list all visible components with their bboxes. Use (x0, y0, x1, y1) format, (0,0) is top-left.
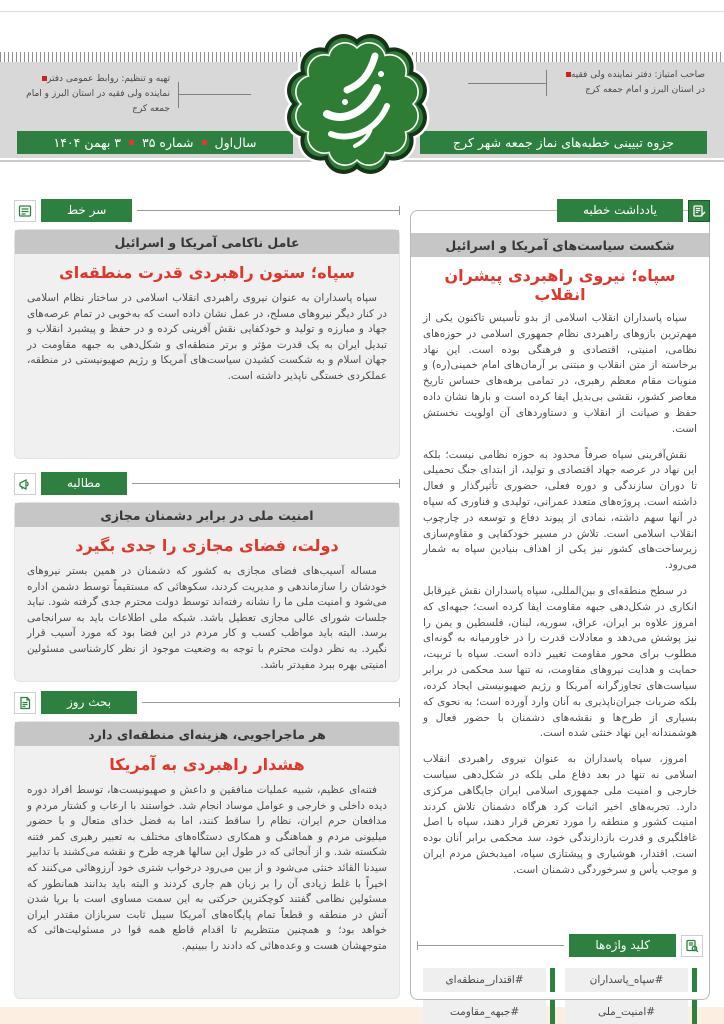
producer-block (18, 72, 258, 117)
producer-text (18, 72, 170, 117)
section-body: مساله آسیب‌های فضای مجازی به کشور که دشمنان در همین بستر نیروهای خودشان را سازماندهی و مدیریت کردند، سکوهائی که مستقیماً توسط دشمن اداره می‌شود و امنیت ملی ما را نشانه رفته‌اند توسط دولت محترم جدی گرفته شود. نباید جلسات شورای عالی مجازی تعطیل باشد. شبکه ملی اطلاعات باید به سرانجامی برسد. البته باید مواظب کسب و کار مردم در این فضا بود که مورد آسیب قرار نگیرد. به نظر دولت محترم با توجه به وضعیت موجود از نظر کارشناسی مسئولین امنیتی بهره ببرد مفیدتر باشد. (27, 565, 387, 671)
section-headline-label-row (14, 198, 400, 223)
red-bullet-icon (129, 140, 134, 145)
issue-date: ۳ بهمن ۱۴۰۴ (53, 135, 122, 150)
publisher-text (555, 68, 705, 98)
note-paragraph: امروز، سپاه پاسداران به عنوان نیروی راهبردی انقلاب اسلامی نه تنها در بعد دفاع ملی بلکه در شکل‌دهی سیاست خارجی و امنیت ملی جمهوری اسلامی ایران جایگاهی مرکزی دارد. تجربه‌های اخیر اثبات کرد هرگاه دشمنان تلاش کردند امنیت کشور و منطقه را مورد تعرض قرار دهند، سپاه با اصل غافلگیری و قدرت بازدارندگی خود، سد محکمی برابر آنان بوده است. اقتدار، هوشیاری و پیشتازی سپاه، امیدبخش مردم ایران و موجب یأس و سرخوردگی دشمنان است. (423, 753, 697, 876)
section-label: یادداشت خطبه (557, 199, 683, 222)
note-pen-icon (688, 200, 710, 222)
section-label: سر خط (41, 199, 132, 222)
tag-accent-bar (692, 968, 697, 992)
red-bullet-icon (202, 140, 207, 145)
left-column (14, 198, 400, 999)
note-paragraphs (411, 311, 709, 929)
publisher-label: صاحب امتیاز: دفتر نماینده ولی فقیه در استان البرز و امام جمعه کرج (570, 70, 705, 95)
note-paragraph: نقش‌آفرینی سپاه صرفاً محدود به حوزه نظامی نیست؛ بلکه این نهاد در عرصه جهاد اقتصادی و تولید، از ابتدای جنگ تحمیلی تا دوران سازندگی و دوره فعلی، حضوری تأثیرگذار و فعال داشته است. پروژه‌های متعدد عمرانی، تولیدی و فناوری که سپاه در آنها سهم داشته، نمادی از پیوند دفاع و توسعه در چارچوب انقلاب اسلامی است. تلاش در مسیر خودکفایی و مقاوم‌سازی زیرساخت‌های کشور نیز یکی از اهداف بنیادین سپاه به شمار می‌رود. (423, 448, 697, 572)
keyword-tag (423, 968, 555, 992)
tag-accent-bar (550, 1000, 555, 1024)
label-rule (132, 483, 399, 484)
logo-medallion-icon (291, 18, 423, 196)
tag-label: #جبهه_مقاومت (423, 1000, 546, 1024)
tag-label: #امنیت_ملی (565, 1000, 688, 1024)
keywords-icon (681, 935, 703, 957)
tag-accent-bar (550, 968, 555, 992)
note-kicker: شکست سیاست‌های آمریکا و اسرائیل (411, 233, 709, 257)
keyword-tags (423, 968, 697, 1024)
bracket-tick (546, 70, 547, 96)
section-title: سپاه؛ ستون راهبردی قدرت منطقه‌ای (59, 263, 355, 282)
keyword-tag (565, 1000, 697, 1024)
section-body: سپاه پاسداران به عنوان نیروی راهبردی انقلاب اسلامی در ساختار نظام اسلامی در کنار دیگر نیروهای مسلح، در عمل نشان داده است که به‌خوبی در تمام عرصه‌های جهاد و مبارزه و تولید و خودکفایی نقش آفرینی کرده و در حفظ و پیشبرد انقلاب و تبدیل ایران به یک قدرت مؤثر و برتر منطقه‌ای و شکل‌دهی به جبهه مقاومت در جهان اسلام و به شکست کشیدن سیاست‌های آمریکا و رژیم صهیونیستی در منطقه، عملکردی خستگی ناپذیر داشته است. (27, 292, 387, 383)
section-headline-box (14, 229, 400, 459)
sermon-note-box (410, 210, 710, 1018)
tag-label: #سپاه_پاسداران (565, 968, 688, 992)
keyword-tag (423, 1000, 555, 1024)
section-label: بحث روز (41, 691, 137, 714)
section-kicker: امنیت ملی در برابر دشمنان مجازی (15, 503, 399, 527)
section-demand-label-row (14, 471, 400, 496)
edition-title-bar (420, 131, 707, 154)
keywords-label: کلید واژه‌ها (569, 934, 676, 957)
note-paragraph: سپاه پاسداران انقلاب اسلامی از بدو تأسیس تاکنون یکی از مهم‌ترین بازوهای راهبردی نظام جمهوری اسلامی در حوزه‌های نظامی، امنیتی، اقتصادی و فرهنگی بوده است. این نهاد برخاسته از متن انقلاب و مبتنی بر آرمان‌های امام خمینی(ره) و منویات مقام معظم رهبری، در تمامی برهه‌های حساس تاریخ معاصر کشور، نقشی بی‌بدیل ایفا کرده است و بارها نشان داده حفظ و صیانت از انقلاب و دستاوردهای آن اولویت نخستش است. (423, 312, 697, 435)
top-hairline (0, 11, 724, 12)
edition-title: جزوه تبیینی خطبه‌های نماز جمعه شهر کرج (453, 135, 674, 150)
year-label: سال‌اول (214, 135, 257, 150)
headline-icon (14, 200, 36, 222)
note-paragraph: در سطح منطقه‌ای و بین‌المللی، سپاه پاسداران نقش غیرقابل انکاری در شکل‌دهی جبهه مقاومت ایفا کرده است؛ جبهه‌ای که امروز علاوه بر ایران، عراق، سوریه، لبنان، فلسطین و یمن را نیز پوشش می‌دهد و معادلات قدرت را در خاورمیانه به گونه‌ای مطلوب برای محور مقاومت تغییر داده است. سپاه با تربیت، حمایت و هدایت نیروهای مقاومت، نه تنها سد محکمی در برابر سیاست‌های تجاوزگرانه آمریکا و رژیم صهیونیستی ایجاد کرده، بلکه ضربات جبران‌ناپذیری به آنان وارد آورده است؛ به نحوی که بسیاری از طرح‌ها و نقشه‌های دشمنان با حضور فعال و هوشمندانه این نهاد خنثی شده است. (423, 585, 697, 740)
label-rule-tick (399, 479, 400, 488)
section-kicker: هر ماجراجویی، هزینه‌ای منطقه‌ای دارد (15, 722, 399, 746)
right-column (410, 198, 710, 1018)
producer-label: تهیه و تنظیم: روابط عمومی دفتر نماینده ولی فقیه در استان البرز و امام جمعه کرج (26, 74, 170, 114)
section-topic-box (14, 721, 400, 999)
label-rule-tick (417, 941, 418, 950)
khotbenegar-logo (291, 18, 423, 196)
keyword-tag (565, 968, 697, 992)
issue-number: شماره ۳۵ (142, 135, 194, 150)
bracket-line (179, 94, 251, 95)
sermon-note-label-row (410, 198, 710, 223)
bracket-line (468, 83, 546, 84)
keywords-label-row (417, 933, 703, 958)
tag-label: #اقتدار_منطقه‌ای (423, 968, 546, 992)
label-rule (418, 945, 564, 946)
label-rule (137, 210, 399, 211)
tag-accent-bar (692, 1000, 697, 1024)
label-rule (142, 702, 399, 703)
section-topic-label-row (14, 690, 400, 715)
megaphone-icon (14, 473, 36, 495)
section-label: مطالبه (41, 472, 127, 495)
publisher-block (468, 68, 708, 98)
note-title: سپاه؛ نیروی راهبردی پیشران انقلاب (444, 266, 676, 304)
section-title: دولت، فضای مجازی را جدی بگیرد (75, 536, 339, 555)
section-demand-box (14, 502, 400, 682)
section-title: هشدار راهبردی به آمریکا (109, 755, 305, 774)
label-rule-tick (399, 206, 400, 215)
section-kicker: عامل ناکامی آمریکا و اسرائیل (15, 230, 399, 254)
issue-info-bar (17, 131, 293, 154)
section-body: فتنه‌ای عظیم، شبیه عملیات منافقین و داعش و صهیونیست‌ها، توسط افراد دوره دیده داخلی و خارجی و عوامل موساد انجام شد. خواستند با ارعاب و کشتار مردم و مدافعان حرم ایران، نظام را ساقط کنند، اما به فضل خدای متعال و با حضور میلیونی مردم و هماهنگی و همکاری دستگاه‌های مختلف به تعبیر رهبری کمر فتنه شکسته شد. و از آنجائی که در طول این سالها هرچه طرح و نقشه می‌کشند با تدابیر سیدنا القائد خنثی می‌شود و از بین می‌رود درخواب شتری خود آرزوهائی می‌کنند که اخیراً با غلط زیادی آن را بر زبان هم جاری کردند و البته باید بدانند همانطور که مسئولین نظامی گفتند کوچکترین حرکتی به این سمت مساوی است با برپا شدن آتش در منطقه و قطعاً تمام پایگاه‌های آمریکا سیبل ثابت سربازان مقتدر ایران خواهد بود؛ و همچنین منتظریم تا اقدام قاطع همه قوا در مسئولیت‌هائی که متوجهشان هست و وعده‌هائی که دادند را ببینیم. (27, 784, 387, 953)
document-icon (14, 692, 36, 714)
label-rule-tick (399, 698, 400, 707)
